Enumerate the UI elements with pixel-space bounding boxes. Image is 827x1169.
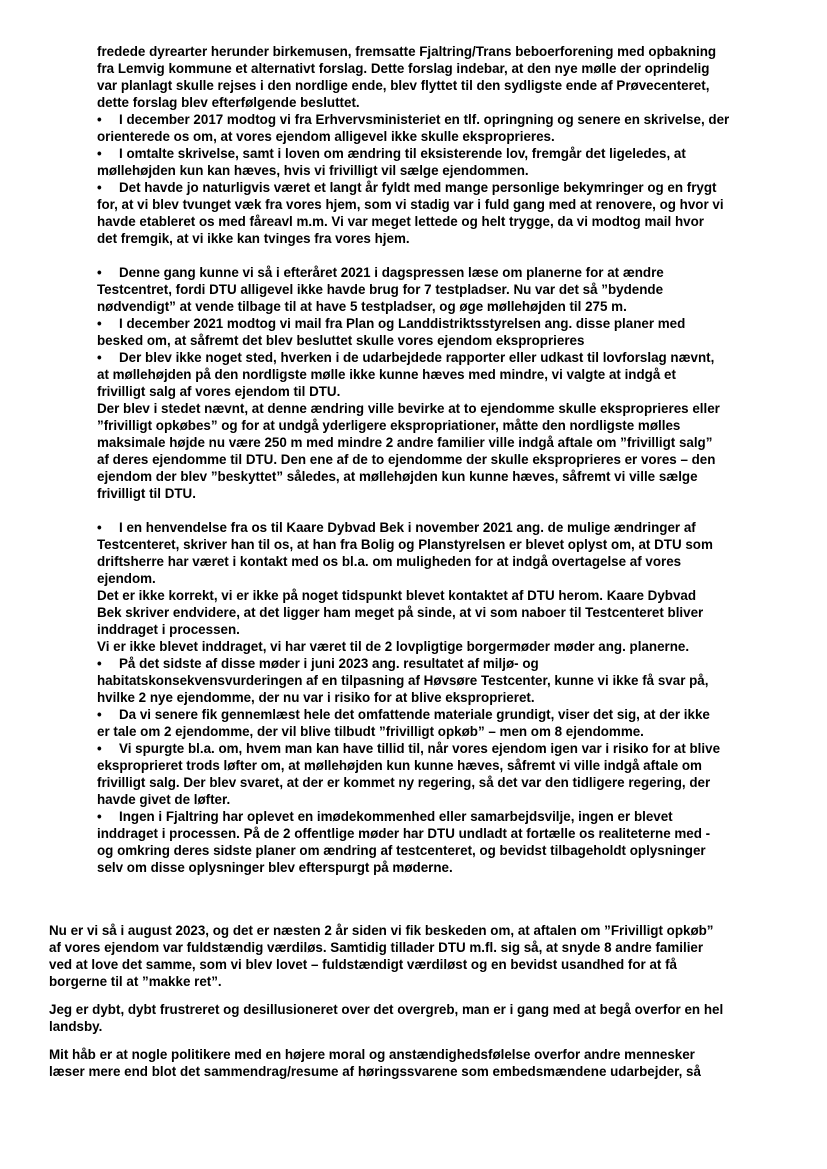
bullet-item — [97, 350, 714, 366]
text-line: ”frivilligt opkøbes” og for at undgå yderligere ekspropriationer, måtte den nordligste mølles — [97, 418, 681, 433]
text-line: ejendom der blev ”beskyttet” således, at møllehøjden kun kunne hæves, såfremt vi ville sælge — [97, 469, 698, 484]
text-line: og omkring deres sidste planer om ændring af testcenteret, og bevidst tilbageholdt oplysninger — [97, 843, 706, 858]
text-line: Vi er ikke blevet inddraget, vi har været til de 2 lovpligtige borgermøder møder ang. planerne. — [97, 639, 690, 654]
bullet-icon: • — [97, 112, 102, 127]
bullet-item — [97, 146, 686, 162]
text-line: frivilligt til DTU. — [97, 486, 196, 501]
text-line: Testcentret, fordi DTU alligevel ikke havde brug for 7 testpladser. Nu var det så ”bydende — [97, 282, 664, 297]
bullet-icon: • — [97, 146, 102, 161]
bullet-icon: • — [97, 809, 102, 824]
text-line: Testcenteret, skriver han til os, at han fra Bolig og Planstyrelsen er blevet oplyst om, at DTU som — [97, 537, 713, 552]
bullet-item — [97, 316, 685, 332]
text-line: I december 2017 modtog vi fra Erhvervsministeriet en tlf. opringning og senere en skrivelse, der — [119, 112, 730, 127]
text-line: Denne gang kunne vi så i efteråret 2021 i dagspressen læse om planerne for at ændre — [119, 265, 664, 280]
text-line: af deres ejendomme til DTU. Den ene af de to ejendomme der skulle eksproprieres er vores – den — [97, 452, 716, 467]
bullet-icon: • — [97, 741, 102, 756]
text-line: dette forslag blev efterfølgende besluttet. — [97, 95, 360, 110]
bullet-icon: • — [97, 520, 102, 535]
bullet-item — [97, 112, 729, 128]
text-line: frivilligt salg af vores ejendom til DTU. — [97, 384, 341, 399]
bullet-item — [97, 265, 664, 281]
text-line: Mit håb er at nogle politikere med en højere moral og anstændighedsfølelse overfor andre mennesker — [49, 1047, 695, 1062]
text-line: var planlagt skulle rejses i den nordlige ende, blev flyttet til den sydligste ende af Prøvecenteret, — [97, 78, 710, 93]
text-line: Der blev ikke noget sted, hverken i de udarbejdede rapporter eller udkast til lovforslag nævnt, — [119, 350, 715, 365]
text-line: landsby. — [49, 1019, 103, 1034]
bullet-icon: • — [97, 350, 102, 365]
text-line: besked om, at såfremt det blev besluttet skulle vores ejendom eksproprieres — [97, 333, 585, 348]
bullet-icon: • — [97, 316, 102, 331]
text-line: eksproprieret trods løfter om, at møllehøjden kun kunne hæves, såfremt vi ville indgå aftale om — [97, 758, 702, 773]
bullet-icon: • — [97, 656, 102, 671]
text-line: af vores ejendom var fuldstændig værdiløs. Samtidig tillader DTU m.fl. sig så, at snyde 8 andre familier — [49, 940, 704, 955]
text-line: fredede dyrearter herunder birkemusen, fremsatte Fjaltring/Trans beboerforening med opbakning — [97, 44, 717, 59]
text-line: selv om disse oplysninger blev efterspurgt på møderne. — [97, 860, 453, 875]
text-line: På det sidste af disse møder i juni 2023 ang. resultatet af miljø- og — [119, 656, 539, 671]
text-line: ved at love det samme, som vi blev lovet – fuldstændigt værdiløst og en bevidst usandhed for at få — [49, 957, 678, 972]
text-line: inddraget i processen. På de 2 offentlige møder har DTU undladt at fortælle os realiteterne med - — [97, 826, 711, 841]
text-line: Jeg er dybt, dybt frustreret og desillusioneret over det overgreb, man er i gang med at begå overfor en hel — [49, 1002, 724, 1017]
text-line: maksimale højde nu være 250 m med mindre 2 andre familier ville indgå aftale om ”frivilligt salg” — [97, 435, 713, 450]
text-line: driftsherre har været i kontakt med os bl.a. om muligheden for at indgå overtagelse af vores — [97, 554, 682, 569]
text-line: at møllehøjden på den nordligste mølle ikke kunne hæves med mindre, vi valgte at indgå et — [97, 367, 676, 382]
text-line: for, at vi blev tvunget væk fra vores hjem, som vi stadig var i fuld gang med at renovere, og hvor vi — [97, 197, 724, 212]
text-line: I en henvendelse fra os til Kaare Dybvad Bek i november 2021 ang. de mulige ændringer af — [119, 520, 696, 535]
text-line: havde etableret os med fåreavl m.m. Vi var meget lettede og helt trygge, da vi modtog mail hvor — [97, 214, 704, 229]
text-line: borgerne til at ”makke ret”. — [49, 974, 222, 989]
text-line: I omtalte skrivelse, samt i loven om ændring til eksisterende lov, fremgår det ligeledes, at — [119, 146, 686, 161]
bullet-icon: • — [97, 265, 102, 280]
text-line: frivilligt salg. Der blev svaret, at der er kommet ny regering, så det var den tidligere regering, der — [97, 775, 711, 790]
text-line: fra Lemvig kommune et alternativt forslag. Dette forslag indebar, at den nye mølle der oprindelig — [97, 61, 710, 76]
text-line: Ingen i Fjaltring har oplevet en imødekommenhed eller samarbejdsvilje, ingen er blevet — [119, 809, 673, 824]
text-line: læser mere end blot det sammendrag/resume af høringssvarene som embedsmændene udarbejder, så — [49, 1064, 701, 1079]
text-line: Da vi senere fik gennemlæst hele det omfattende materiale grundigt, viser det sig, at der ikke — [119, 707, 710, 722]
text-line: er tale om 2 ejendomme, der vil blive tilbudt ”frivilligt opkøb” – men om 8 ejendomme. — [97, 724, 644, 739]
bullet-item — [97, 741, 720, 757]
text-line: møllehøjden kun kan hæves, hvis vi frivilligt vil sælge ejendommen. — [97, 163, 529, 178]
bullet-item — [97, 656, 539, 672]
bullet-item — [97, 520, 696, 536]
bullet-icon: • — [97, 180, 102, 195]
text-line: det fremgik, at vi ikke kan tvinges fra vores hjem. — [97, 231, 410, 246]
bullet-item — [97, 707, 710, 723]
text-line: Det havde jo naturligvis været et langt år fyldt med mange personlige bekymringer og en frygt — [119, 180, 717, 195]
bullet-item — [97, 809, 673, 825]
text-line: habitatskonsekvensvurderingen af en tilpasning af Høvsøre Testcenter, kunne vi ikke få svar på, — [97, 673, 709, 688]
text-line: Der blev i stedet nævnt, at denne ændring ville bevirke at to ejendomme skulle eksproprieres eller — [97, 401, 720, 416]
text-line: ejendom. — [97, 571, 156, 586]
text-line: orienterede os om, at vores ejendom alligevel ikke skulle eksproprieres. — [97, 129, 555, 144]
text-line: Bek skriver endvidere, at det ligger ham meget på sinde, at vi som naboer til Testcenteret bliver — [97, 605, 704, 620]
text-line: hvilke 2 nye ejendomme, der nu var i risiko for at blive eksproprieret. — [97, 690, 535, 705]
bullet-icon: • — [97, 707, 102, 722]
text-line: nødvendigt” at vende tilbage til at have 5 testpladser, og øge møllehøjden til 275 m. — [97, 299, 627, 314]
text-line: I december 2021 modtog vi mail fra Plan og Landdistriktsstyrelsen ang. disse planer med — [119, 316, 686, 331]
bullet-item — [97, 180, 717, 196]
text-line: Nu er vi så i august 2023, og det er næsten 2 år siden vi fik beskeden om, at aftalen om ”Frivilligt opkøb” — [49, 923, 714, 938]
text-line: Det er ikke korrekt, vi er ikke på noget tidspunkt blevet kontaktet af DTU herom. Kaare Dybvad — [97, 588, 697, 603]
text-line: havde givet de løfter. — [97, 792, 231, 807]
text-line: inddraget i processen. — [97, 622, 240, 637]
text-line: Vi spurgte bl.a. om, hvem man kan have tillid til, når vores ejendom igen var i risiko for at blive — [119, 741, 721, 756]
